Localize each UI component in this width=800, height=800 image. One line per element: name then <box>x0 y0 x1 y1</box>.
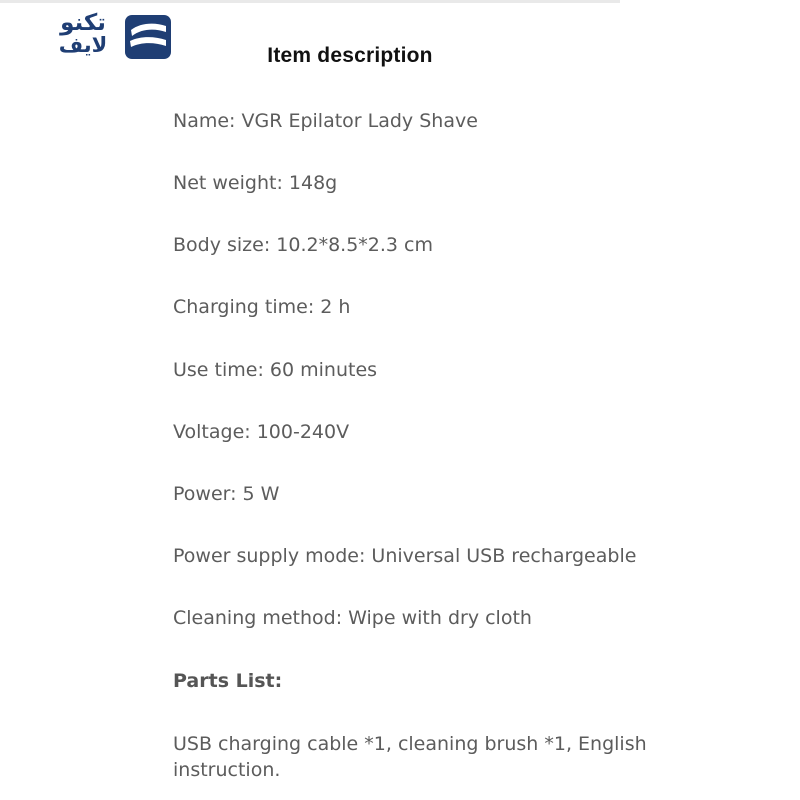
spec-net-weight: Net weight: 148g <box>173 172 338 194</box>
spec-cleaning-method: Cleaning method: Wipe with dry cloth <box>173 607 532 629</box>
spec-voltage: Voltage: 100-240V <box>173 421 350 443</box>
brand-line-1: تكنو <box>60 10 106 36</box>
parts-list-items: USB charging cable *1, cleaning brush *1, English instruction. <box>173 733 647 781</box>
spec-charging-time: Charging time: 2 h <box>173 296 351 318</box>
page-title: Item description <box>267 44 433 67</box>
brand-line-2: لايف <box>58 33 108 57</box>
parts-list-heading: Parts List: <box>173 670 283 692</box>
spec-power: Power: 5 W <box>173 483 280 505</box>
spec-body-size: Body size: 10.2*8.5*2.3 cm <box>173 234 434 256</box>
top-divider <box>0 0 620 3</box>
spec-name: Name: VGR Epilator Lady Shave <box>173 110 478 132</box>
spec-power-supply-mode: Power supply mode: Universal USB rechargeable <box>173 545 637 567</box>
spec-use-time: Use time: 60 minutes <box>173 359 378 381</box>
